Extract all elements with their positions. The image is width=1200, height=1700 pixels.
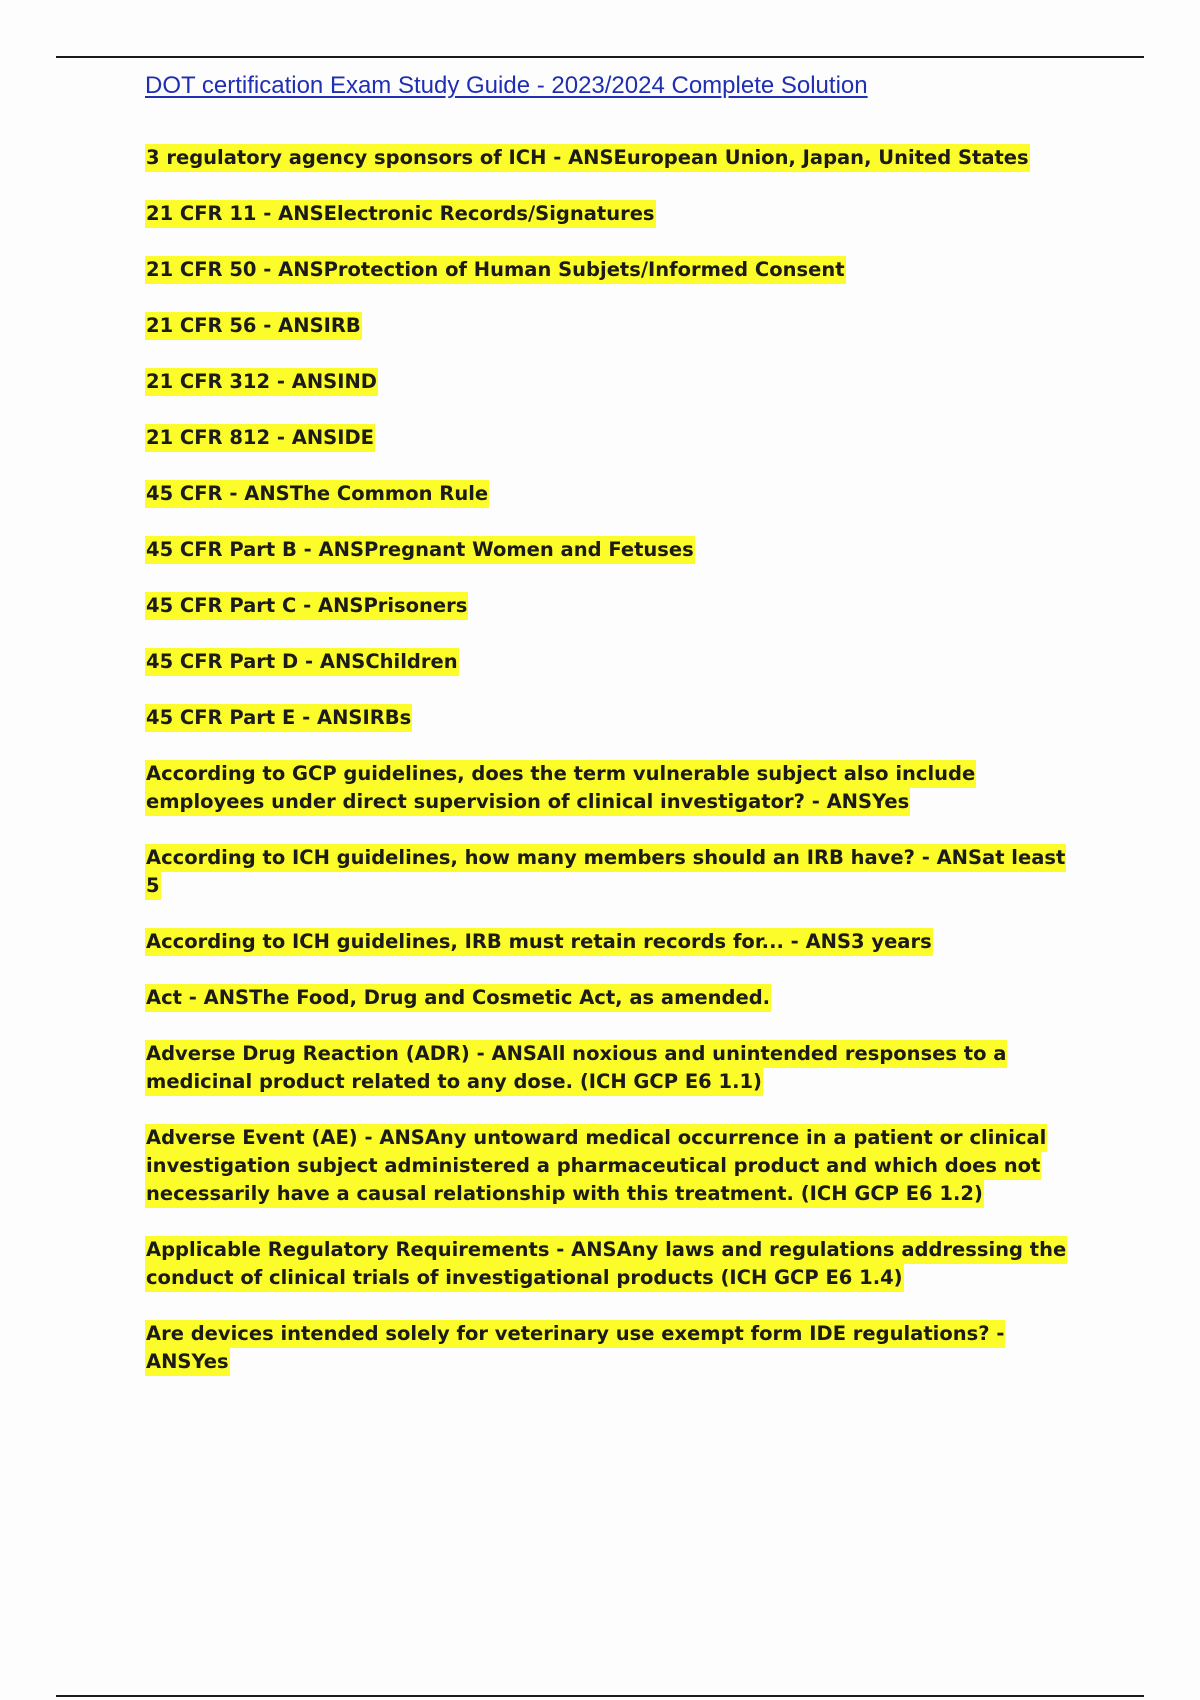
list-item [145, 480, 1075, 508]
list-item [145, 1320, 1075, 1376]
list-item [145, 648, 1075, 676]
list-item [145, 200, 1075, 228]
entry-text: According to ICH guidelines, IRB must retain records for... - ANS3 years [145, 928, 933, 956]
entry-text: 45 CFR - ANSThe Common Rule [145, 480, 489, 508]
header-rule [56, 56, 1144, 58]
list-item [145, 424, 1075, 452]
list-item [145, 1236, 1075, 1292]
list-item [145, 312, 1075, 340]
list-item [145, 704, 1075, 732]
flashcard-list [145, 144, 1075, 1404]
list-item [145, 144, 1075, 172]
entry-text: Adverse Drug Reaction (ADR) - ANSAll noxious and unintended responses to a medicinal product related to any dose. (ICH GCP E6 1.1) [145, 1040, 1007, 1096]
entry-text: 45 CFR Part E - ANSIRBs [145, 704, 412, 732]
entry-text: 3 regulatory agency sponsors of ICH - ANSEuropean Union, Japan, United States [145, 144, 1030, 172]
footer-rule [56, 1695, 1144, 1697]
entry-text: 45 CFR Part D - ANSChildren [145, 648, 459, 676]
entry-text: 21 CFR 11 - ANSElectronic Records/Signatures [145, 200, 656, 228]
document-title-link[interactable]: DOT certification Exam Study Guide - 2023/2024 Complete Solution [145, 72, 868, 99]
list-item [145, 984, 1075, 1012]
entry-text: 45 CFR Part B - ANSPregnant Women and Fetuses [145, 536, 695, 564]
list-item [145, 1040, 1075, 1096]
entry-text: Are devices intended solely for veterinary use exempt form IDE regulations? - ANSYes [145, 1320, 1005, 1376]
list-item [145, 368, 1075, 396]
entry-text: 21 CFR 812 - ANSIDE [145, 424, 375, 452]
entry-text: According to ICH guidelines, how many members should an IRB have? - ANSat least 5 [145, 844, 1066, 900]
entry-text: According to GCP guidelines, does the term vulnerable subject also include employees under direct supervision of clinical investigator? - ANSYes [145, 760, 976, 816]
entry-text: 21 CFR 56 - ANSIRB [145, 312, 362, 340]
list-item [145, 928, 1075, 956]
entry-text: Adverse Event (AE) - ANSAny untoward medical occurrence in a patient or clinical investigation subject administered a pharmaceutical product and which does not necessarily have a causal relationship with this treatment. (ICH GCP E6 1.2) [145, 1124, 1047, 1208]
entry-text: 21 CFR 312 - ANSIND [145, 368, 378, 396]
list-item [145, 1124, 1075, 1208]
entry-text: 21 CFR 50 - ANSProtection of Human Subjets/Informed Consent [145, 256, 846, 284]
list-item [145, 256, 1075, 284]
entry-text: 45 CFR Part C - ANSPrisoners [145, 592, 468, 620]
entry-text: Applicable Regulatory Requirements - ANSAny laws and regulations addressing the conduct of clinical trials of investigational products (ICH GCP E6 1.4) [145, 1236, 1067, 1292]
list-item [145, 592, 1075, 620]
list-item [145, 844, 1075, 900]
list-item [145, 536, 1075, 564]
entry-text: Act - ANSThe Food, Drug and Cosmetic Act, as amended. [145, 984, 771, 1012]
list-item [145, 760, 1075, 816]
